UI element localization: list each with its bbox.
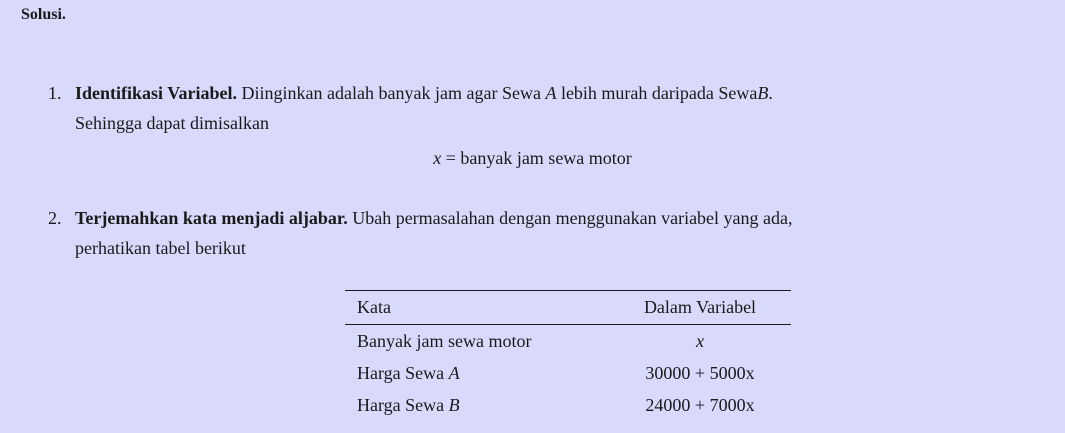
equation-rest: = banyak jam sewa motor — [445, 148, 632, 168]
step-1-heading: Identifikasi Variabel. — [75, 83, 238, 103]
step-1-var-a: A — [545, 83, 557, 103]
step-2-number: 2. — [48, 208, 62, 228]
equation-var: x — [433, 148, 442, 168]
table-cell-kata-var: B — [448, 394, 460, 415]
step-1-text-a: Diinginkan adalah banyak jam agar Sewa — [241, 83, 541, 103]
table-cell-kata — [345, 325, 609, 358]
step-1-number: 1. — [48, 83, 62, 103]
table-cell-kata-text: Harga Sewa — [357, 394, 445, 415]
table-cell-value: 24000 + 7000x — [645, 394, 755, 415]
table-cell-value: 30000 + 5000x — [645, 362, 755, 383]
variable-table — [345, 290, 791, 421]
solution-title: Solusi. — [21, 6, 66, 23]
table-cell-kata-text: Harga Sewa — [357, 362, 445, 383]
table-header-kata: Kata — [345, 291, 609, 325]
step-1-text-c: . — [768, 83, 773, 103]
step-2-line-2: perhatikan tabel berikut — [75, 238, 246, 258]
step-1-text-b: lebih murah daripada Sewa — [560, 83, 758, 103]
step-2-body — [75, 203, 1050, 263]
table-cell-kata-var: A — [448, 362, 460, 383]
table-cell-kata-text: Banyak jam sewa motor — [357, 330, 532, 351]
table-row — [345, 357, 791, 389]
table-header-row — [345, 291, 791, 325]
step-2-text: Ubah permasalahan dengan menggunakan variabel yang ada, — [352, 208, 793, 228]
equation-x — [0, 148, 1065, 169]
table-header-variabel: Dalam Variabel — [609, 291, 791, 325]
step-1-line-2: Sehingga dapat dimisalkan — [75, 113, 269, 133]
table-cell-value: x — [696, 330, 704, 351]
table-cell-kata — [345, 357, 609, 389]
step-1-body — [75, 78, 1050, 138]
table-row — [345, 325, 791, 358]
table-cell-kata — [345, 389, 609, 421]
step-2-heading: Terjemahkan kata menjadi aljabar. — [75, 208, 348, 228]
table-row — [345, 389, 791, 421]
step-1-var-b: B — [757, 83, 769, 103]
